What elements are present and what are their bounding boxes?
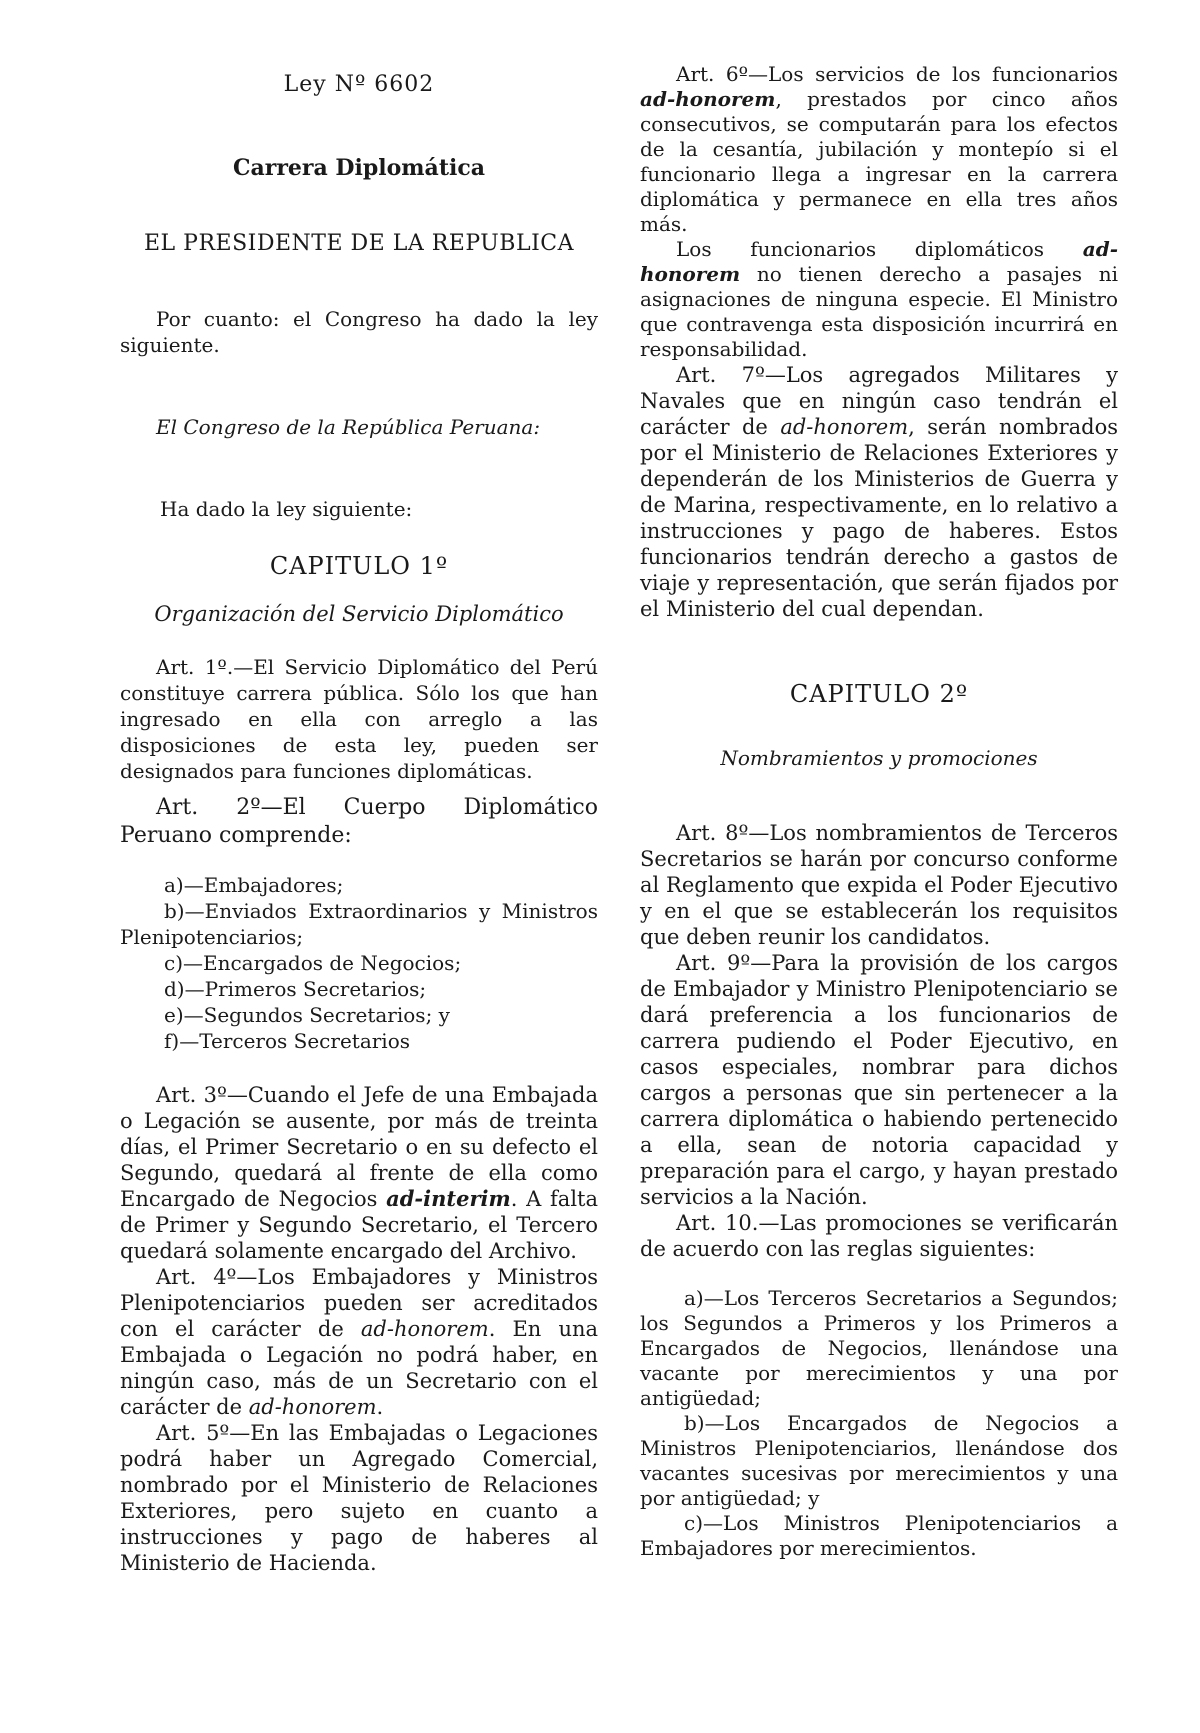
list-item: a)—Embajadores; <box>164 873 344 897</box>
article-6 <box>640 62 1118 237</box>
article-7 <box>640 362 1118 622</box>
chapter-2-heading: CAPITULO 2º <box>789 680 969 708</box>
article-4-text-a: Art. 4º—Los Embajadores y Ministros Plenipotenciarios pueden ser acreditados con el carácter de <box>120 1265 598 1341</box>
article-7-text-a: Art. 7º—Los agregados Militares y Navales que en ningún caso tendrán el carácter de <box>640 363 1118 439</box>
article-4-text-b: . En una Embajada o Legación no podrá haber, en ningún caso, más de un Secretario con el carácter de <box>120 1317 599 1419</box>
article-5: Art. 5º—En las Embajadas o Legaciones podrá haber un Agregado Comercial, nombrado por el Ministerio de Relaciones Exteriores, pero sujeto en cuanto a instrucciones y pago de haberes al Ministerio de Hacienda. <box>120 1421 598 1575</box>
list-item: e)—Segundos Secretarios; y <box>164 1003 450 1027</box>
list-item: d)—Primeros Secretarios; <box>164 977 427 1001</box>
article-6-p2-text-a: Los funcionarios diplomáticos <box>676 237 1083 261</box>
por-cuanto-paragraph: Por cuanto: el Congreso ha dado la ley siguiente. <box>120 307 598 357</box>
article-9: Art. 9º—Para la provisión de los cargos de Embajador y Ministro Plenipotenciario se dará preferencia a los funcionarios de carrera pudiendo el Poder Ejecutivo, en casos especiales, nombrar para dichos cargos a personas que sin pertenecer a la carrera diplomática o habiendo pertenecido a ella, sean de notoria capacidad y preparación para el cargo, y hayan prestado servicios a la Nación. <box>640 951 1118 1209</box>
article-10: Art. 10.—Las promociones se verificarán de acuerdo con las reglas siguientes: <box>640 1211 1118 1261</box>
article-2-list <box>120 872 598 1054</box>
article-4-emphasis-2: ad-honorem <box>248 1395 377 1419</box>
article-6-emphasis: ad-honorem <box>640 87 776 111</box>
chapter-2-subtitle: Nombramientos y promociones <box>720 746 1038 770</box>
law-number-title: Ley Nº 6602 <box>283 72 435 97</box>
congreso-line: El Congreso de la República Peruana: <box>156 415 541 439</box>
article-4-emphasis-1: ad-honorem <box>360 1317 489 1341</box>
list-item: f)—Terceros Secretarios <box>164 1029 411 1053</box>
article-8: Art. 8º—Los nombramientos de Terceros Secretarios se harán por concurso conforme al Reglamento que expida el Poder Ejecutivo y en el que se establecerán los requisitos que deben reunir los candidatos. <box>640 821 1118 949</box>
list-item: c)—Los Ministros Plenipotenciarios a Embajadores por merecimientos. <box>640 1511 1118 1560</box>
list-item: b)—Enviados Extraordinarios y Ministros Plenipotenciarios; <box>120 899 598 949</box>
chapter-1-heading: CAPITULO 1º <box>269 552 449 580</box>
president-heading: EL PRESIDENTE DE LA REPUBLICA <box>144 231 574 256</box>
article-6-text-b: , prestados por cinco años consecutivos, se computarán para los efectos de la cesantía, jubilación y montepío si el funcionario llega a ingresar en la carrera diplomática y permanece en ella tres años más. <box>640 87 1118 236</box>
article-3-text-a: Art. 3º—Cuando el Jefe de una Embajada o Legación se ausente, por más de treinta días, el Primer Secretario o en su defecto el Segundo, quedará al frente de ella como Encargado de Negocios <box>120 1083 598 1211</box>
ha-dado-line: Ha dado la ley siguiente: <box>160 497 413 521</box>
article-7-emphasis: ad-honorem <box>780 415 909 439</box>
article-6-p2-emphasis: ad-honorem <box>640 237 1118 286</box>
left-column <box>120 62 598 1576</box>
list-item: a)—Los Terceros Secretarios a Segundos; los Segundos a Primeros y los Primeros a Encargados de Negocios, llenándose una vacante por merecimientos y una por antigüedad; <box>640 1286 1118 1410</box>
article-6-p2-text-b: no tienen derecho a pasajes ni asignaciones de ninguna especie. El Ministro que contravenga esta disposición incurrirá en responsabilidad. <box>640 262 1118 361</box>
article-3-text-b: . A falta de Primer y Segundo Secretario, el Tercero quedará solamente encargado del Archivo. <box>120 1187 598 1263</box>
article-2: Art. 2º—El Cuerpo Diplomático Peruano comprende: <box>120 795 598 848</box>
list-item: c)—Encargados de Negocios; <box>164 951 462 975</box>
article-6-paragraph-2 <box>640 237 1118 362</box>
article-3 <box>120 1082 598 1264</box>
article-4-text-c: . <box>376 1395 384 1419</box>
article-3-emphasis: ad-interim <box>386 1186 511 1211</box>
right-column <box>640 62 1118 1561</box>
article-1: Art. 1º.—El Servicio Diplomático del Perú constituye carrera pública. Sólo los que han ingresado en ella con arreglo a las disposiciones de esta ley, pueden ser designados para funciones diplomáticas. <box>120 655 598 783</box>
article-10-list <box>640 1286 1118 1561</box>
article-4 <box>120 1264 598 1420</box>
article-6-text-a: Art. 6º—Los servicios de los funcionarios <box>676 62 1118 86</box>
law-subtitle: Carrera Diplomática <box>232 155 485 181</box>
list-item: b)—Los Encargados de Negocios a Ministros Plenipotenciarios, llenándose dos vacantes sucesivas por merecimientos y una por antigüedad; y <box>640 1411 1118 1510</box>
chapter-1-subtitle: Organización del Servicio Diplomático <box>154 602 564 626</box>
article-7-text-b: , serán nombrados por el Ministerio de Relaciones Exteriores y dependerán de los Ministerios de Guerra y de Marina, respectivamente, en lo relativo a instrucciones y pago de haberes. Estos funcionarios tendrán derecho a gastos de viaje y representación, que serán fijados por el Ministerio del cual dependan. <box>640 415 1118 621</box>
